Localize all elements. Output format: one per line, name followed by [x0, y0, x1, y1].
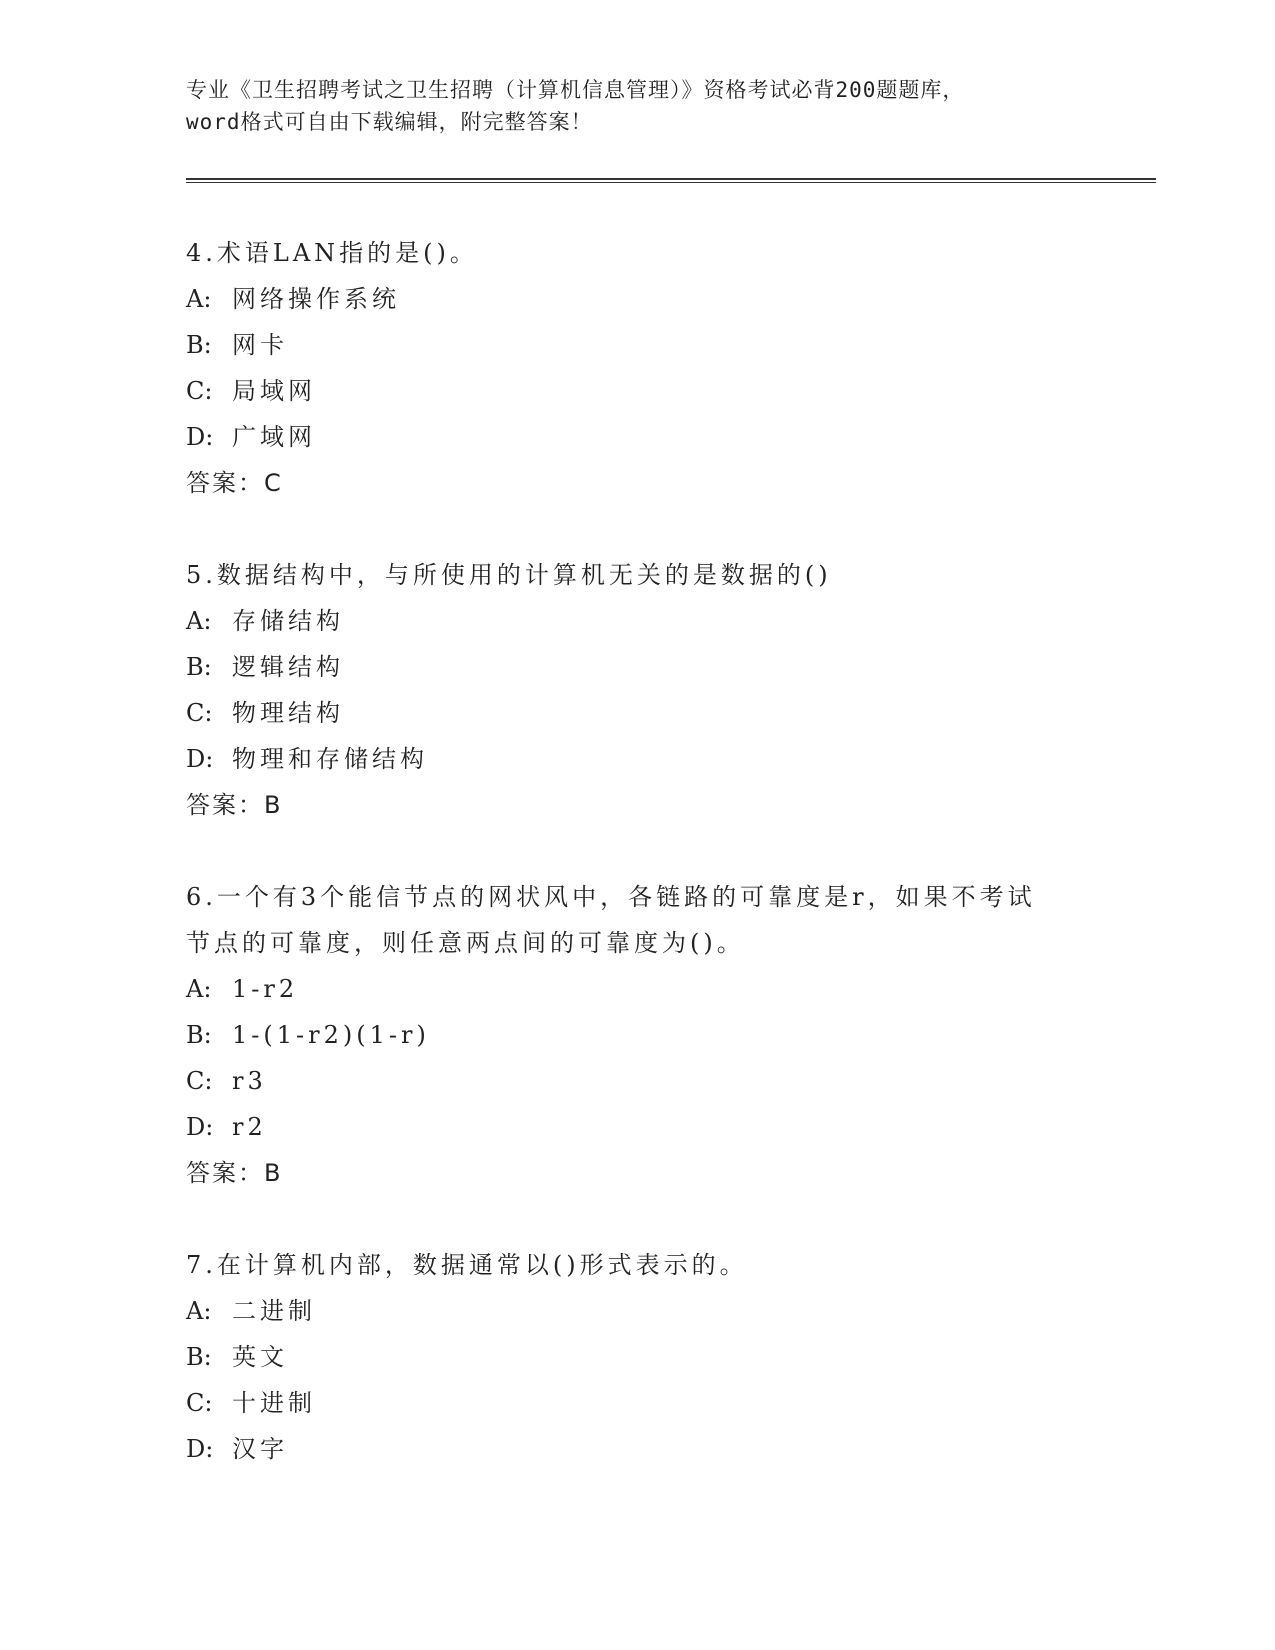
option-text: 二进制: [232, 1297, 316, 1325]
option-text: 网卡: [232, 331, 288, 359]
option-text: 局域网: [232, 377, 316, 405]
question-list: [186, 230, 1156, 1518]
option-key: C:: [186, 699, 213, 727]
option-text: 物理结构: [232, 699, 344, 727]
option-key: B:: [186, 1343, 212, 1371]
option-key: A:: [186, 1297, 212, 1325]
option-text: 网络操作系统: [232, 285, 400, 313]
option-a: [186, 1288, 1156, 1334]
option-key: D:: [186, 1435, 214, 1463]
option-key: D:: [186, 423, 214, 451]
option-text: 英文: [232, 1343, 288, 1371]
option-c: [186, 368, 1156, 414]
question-6: [186, 874, 1156, 1196]
option-text: 十进制: [232, 1389, 316, 1417]
option-key: B:: [186, 1021, 212, 1049]
question-title: 5.数据结构中，与所使用的计算机无关的是数据的(): [186, 561, 832, 589]
option-text: r2: [232, 1113, 267, 1141]
header-line-1: 专业《卫生招聘考试之卫生招聘（计算机信息管理）》资格考试必背200题题库，: [186, 78, 965, 102]
option-a: [186, 966, 1156, 1012]
question-title: 6.一个有3个能信节点的网状风中，各链路的可靠度是r，如果不考试: [186, 883, 1036, 911]
option-key: C:: [186, 1389, 213, 1417]
option-d: [186, 1426, 1156, 1472]
option-text: 逻辑结构: [232, 653, 344, 681]
option-text: 物理和存储结构: [232, 745, 428, 773]
option-b: [186, 1334, 1156, 1380]
option-a: [186, 598, 1156, 644]
option-text: 存储结构: [232, 607, 344, 635]
option-key: A:: [186, 607, 212, 635]
option-key: D:: [186, 1113, 214, 1141]
option-key: D:: [186, 745, 214, 773]
option-b: [186, 644, 1156, 690]
question-title-continued: 节点的可靠度，则任意两点间的可靠度为()。: [186, 929, 745, 957]
option-d: [186, 414, 1156, 460]
option-text: 1-(1-r2)(1-r): [232, 1021, 430, 1049]
header-line-2: word格式可自由下载编辑，附完整答案！: [186, 110, 593, 134]
option-b: [186, 322, 1156, 368]
option-b: [186, 1012, 1156, 1058]
option-a: [186, 276, 1156, 322]
option-key: C:: [186, 1067, 213, 1095]
answer-line: 答案：C: [186, 469, 283, 497]
option-key: A:: [186, 975, 212, 1003]
option-key: B:: [186, 331, 212, 359]
document-header: [186, 74, 1086, 138]
option-d: [186, 736, 1156, 782]
question-title: 4.术语LAN指的是()。: [186, 239, 478, 267]
option-key: A:: [186, 285, 212, 313]
header-divider: [186, 178, 1156, 183]
option-c: [186, 1380, 1156, 1426]
question-title: 7.在计算机内部，数据通常以()形式表示的。: [186, 1251, 748, 1279]
option-text: 1-r2: [232, 975, 299, 1003]
answer-line: 答案：B: [186, 1159, 283, 1187]
option-c: [186, 1058, 1156, 1104]
question-5: [186, 552, 1156, 828]
option-d: [186, 1104, 1156, 1150]
option-text: 广域网: [232, 423, 316, 451]
option-c: [186, 690, 1156, 736]
option-key: C:: [186, 377, 213, 405]
option-key: B:: [186, 653, 212, 681]
option-text: 汉字: [232, 1435, 288, 1463]
question-4: [186, 230, 1156, 506]
option-text: r3: [232, 1067, 267, 1095]
answer-line: 答案：B: [186, 791, 283, 819]
question-7: [186, 1242, 1156, 1472]
